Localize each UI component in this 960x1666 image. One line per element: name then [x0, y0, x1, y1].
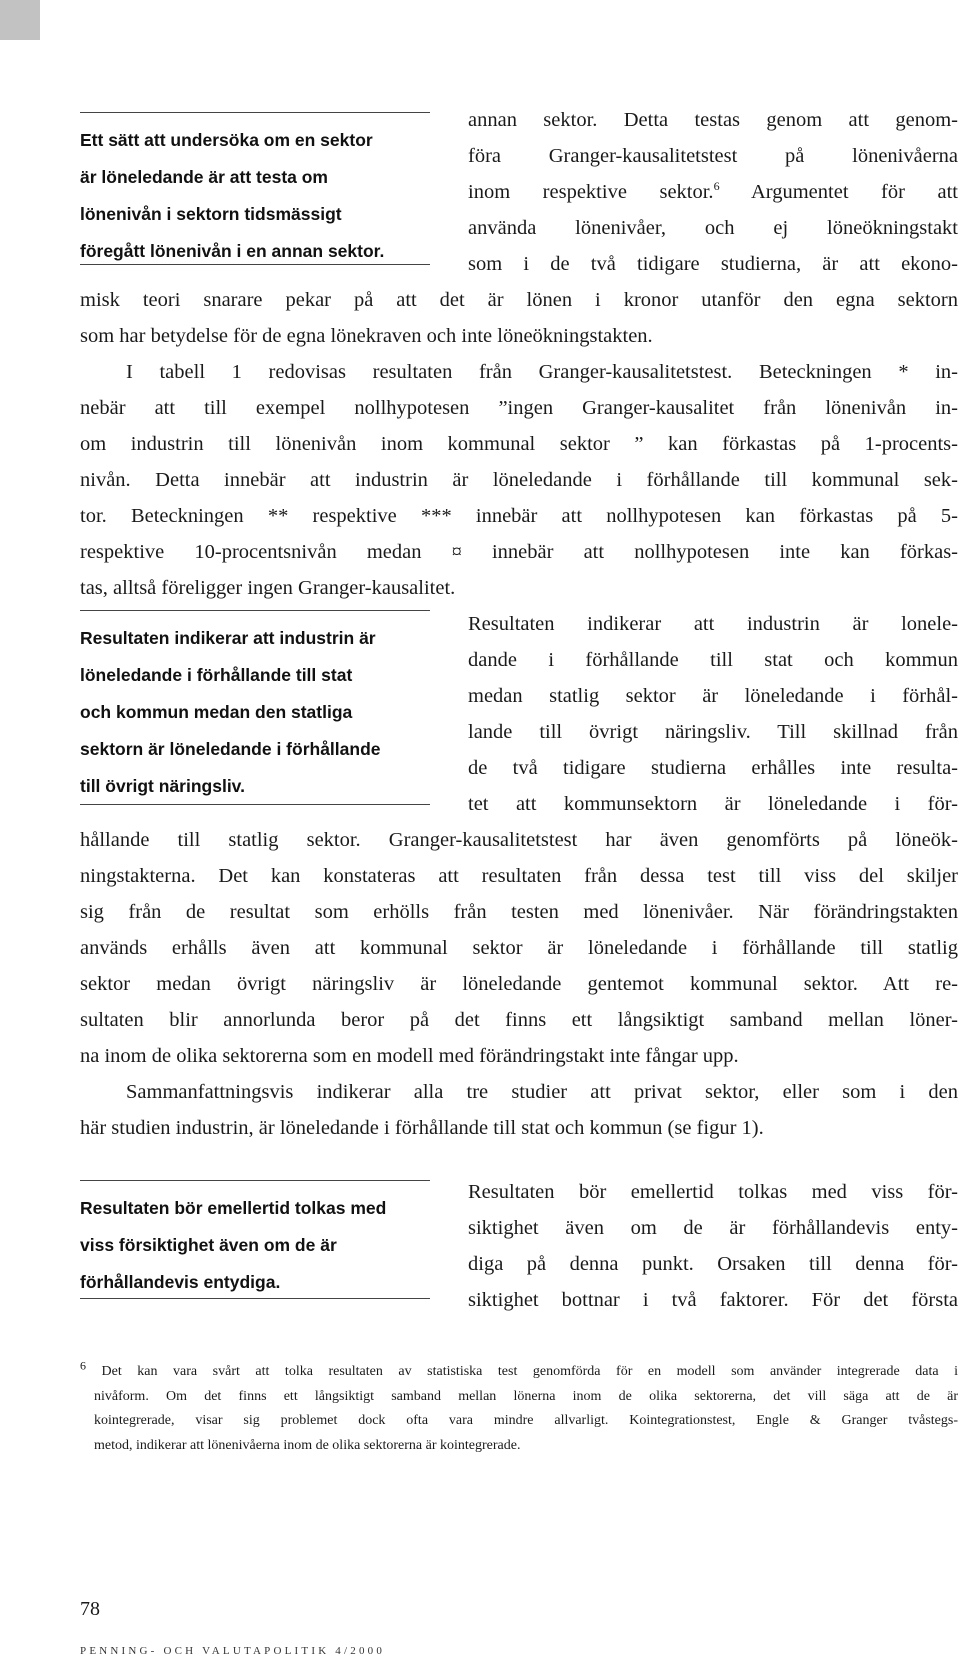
corner-marker [0, 0, 40, 40]
body-line: Resultaten indikerar att industrin är lonele- [468, 613, 958, 635]
pullquote-line: löneledande i förhållande till stat [80, 665, 353, 685]
pullquote-rule-bottom [80, 804, 430, 805]
body-text: inom respektive sektor. [468, 181, 714, 203]
footnote-text: Det kan vara svårt att tolka resultaten av statistiska test genomförda för en modell som använder integrerade data i [101, 1364, 959, 1379]
body-line: siktighet även om de är förhållandevis enty- [468, 1217, 958, 1239]
pullquote-line: viss försiktighet även om de är [80, 1235, 337, 1255]
body-line: föra Granger-kausalitetstest på lönenivåerna [468, 145, 958, 167]
pullquote-rule-top [80, 610, 430, 611]
pullquote-line: är löneledande är att testa om [80, 167, 328, 187]
footnote-line: metod, indikerar att lönenivåerna inom de olika sektorerna är kointegrerade. [94, 1437, 521, 1453]
footnote-reference: 6 [713, 179, 720, 194]
pullquote-line: lönenivån i sektorn tidsmässigt [80, 204, 342, 224]
body-line: lande till övrigt näringsliv. Till skillnad från [468, 721, 958, 743]
body-line: hållande till statlig sektor. Granger-kausalitetstest har även genomförts på löneök- [80, 829, 958, 851]
body-line: som har betydelse för de egna lönekraven och inte löneökningstakten. [80, 325, 653, 347]
pullquote-line: Ett sätt att undersöka om en sektor [80, 130, 373, 150]
body-line: misk teori snarare pekar på att det är lönen i kronor utanför den egna sektorn [80, 289, 958, 311]
body-line: tet att kommunsektorn är löneledande i för- [468, 793, 958, 815]
body-line: respektive 10-procentsnivån medan ¤ innebär att nollhypotesen inte kan förkas- [80, 541, 958, 563]
pullquote-line: till övrigt näringsliv. [80, 776, 245, 796]
body-line: här studien industrin, är löneledande i förhållande till stat och kommun (se figur 1). [80, 1117, 764, 1139]
page-number: 78 [80, 1598, 100, 1620]
body-line: medan statlig sektor är löneledande i förhål- [468, 685, 958, 707]
footnote-line [80, 1360, 958, 1385]
running-footer: PENNING- OCH VALUTAPOLITIK 4/2000 [80, 1645, 386, 1657]
pullquote-rule-top [80, 1180, 430, 1181]
body-line: annan sektor. Detta testas genom att genom- [468, 109, 958, 131]
body-line: de två tidigare studierna erhålles inte resulta- [468, 757, 958, 779]
pullquote-line: föregått lönenivån i en annan sektor. [80, 241, 385, 261]
body-text: Argumentet för att [719, 181, 958, 203]
pullquote-line: sektorn är löneledande i förhållande [80, 739, 381, 759]
pullquote-line: förhållandevis entydiga. [80, 1272, 281, 1292]
body-line: om industrin till lönenivån inom kommunal sektor ” kan förkastas på 1-procents- [80, 433, 958, 455]
pullquote-1 [80, 122, 430, 270]
body-line: siktighet bottnar i två faktorer. För det första [468, 1289, 958, 1311]
footnote-line: kointegrerade, visar sig problemet dock ofta vara mindre allvarligt. Kointegrationstest, Engle & Granger tvåstegs- [94, 1413, 958, 1428]
body-line: ningstakterna. Det kan konstateras att resultaten från dessa test till viss del skiljer [80, 865, 958, 887]
body-line [468, 174, 958, 210]
body-line: sig från de resultat som erhölls från testen med lönenivåer. När förändringstakten [80, 901, 958, 923]
pullquote-line: Resultaten bör emellertid tolkas med [80, 1198, 387, 1218]
body-line: nebär att till exempel nollhypotesen ”ingen Granger-kausalitet från lönenivån in- [80, 397, 958, 419]
pullquote-line: Resultaten indikerar att industrin är [80, 628, 376, 648]
body-line: na inom de olika sektorerna som en modell med förändringstakt inte fångar upp. [80, 1045, 739, 1067]
body-line: sultaten blir annorlunda beror på det finns ett långsiktigt samband mellan löner- [80, 1009, 958, 1031]
body-line: Sammanfattningsvis indikerar alla tre studier att privat sektor, eller som i den [126, 1081, 958, 1103]
pullquote-3 [80, 1190, 430, 1301]
footnote-line: nivåform. Om det finns ett långsiktigt samband mellan lönerna inom de olika sektorerna, det vill säga att de är [94, 1388, 958, 1404]
body-line: dande i förhållande till stat och kommun [468, 649, 958, 671]
body-line: nivån. Detta innebär att industrin är löneledande i förhållande till kommunal sek- [80, 469, 958, 491]
footnote [80, 1360, 958, 1458]
body-line: tor. Beteckningen ** respektive *** innebär att nollhypotesen kan förkastas på 5- [80, 505, 958, 527]
body-line: Resultaten bör emellertid tolkas med viss för- [468, 1181, 958, 1203]
body-line: tas, alltså föreligger ingen Granger-kausalitet. [80, 577, 456, 599]
pullquote-rule-bottom [80, 264, 430, 265]
body-line: diga på denna punkt. Orsaken till denna för- [468, 1253, 958, 1275]
body-line: I tabell 1 redovisas resultaten från Granger-kausalitetstest. Beteckningen * in- [126, 361, 958, 383]
pullquote-rule-top [80, 112, 430, 113]
body-line: används erhålls även att kommunal sektor är löneledande i förhållande till statlig [80, 937, 958, 959]
body-line: som i de två tidigare studierna, är att ekono- [468, 253, 958, 275]
body-line: sektor medan övrigt näringsliv är löneledande gentemot kommunal sektor. Att re- [80, 973, 958, 995]
pullquote-rule-bottom [80, 1298, 430, 1299]
body-line: använda lönenivåer, och ej löneökningstakt [468, 217, 958, 239]
footnote-marker: 6 [80, 1358, 86, 1373]
pullquote-line: och kommun medan den statliga [80, 702, 353, 722]
pullquote-2 [80, 620, 430, 805]
